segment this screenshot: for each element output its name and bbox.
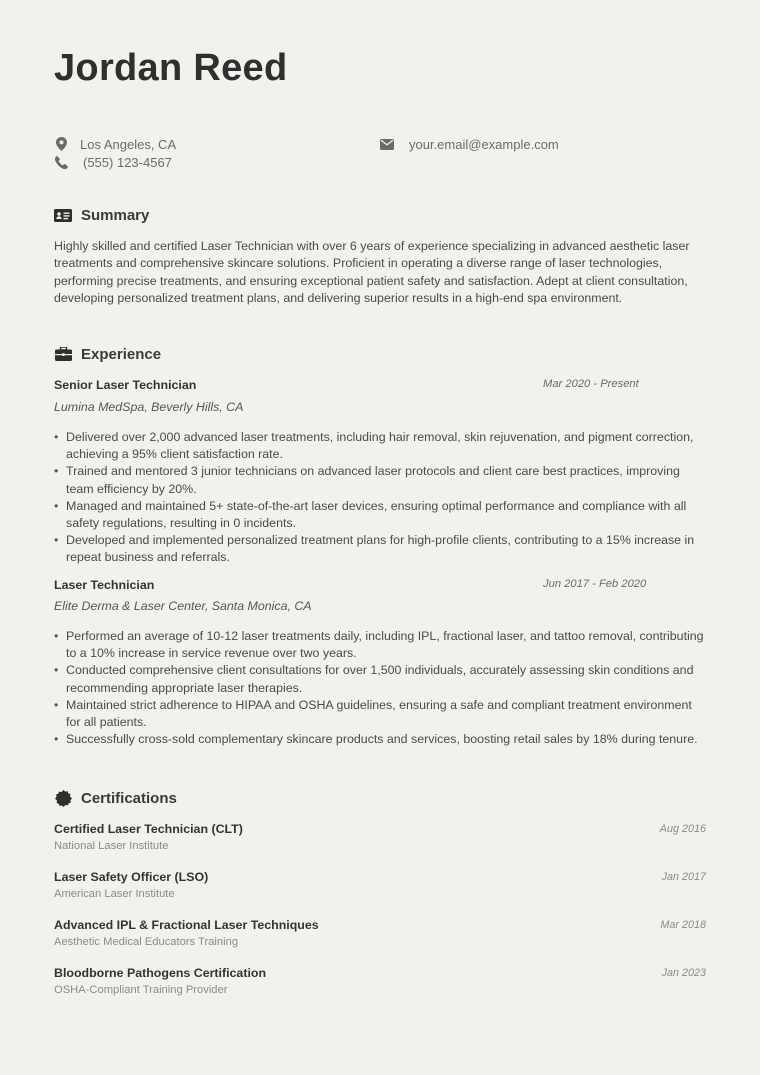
certifications-heading-text: Certifications: [81, 789, 177, 807]
cert-issuer: Aesthetic Medical Educators Training: [54, 936, 239, 948]
experience-heading: [54, 344, 161, 364]
cert-name: Bloodborne Pathogens Certification: [54, 966, 267, 980]
list-item: • Trained and mentored 3 junior technicians on advanced laser protocols and client care best practices, improving team efficiency by 20%.: [54, 463, 706, 497]
job-bullets: [54, 628, 706, 748]
cert-issuer: OSHA-Compliant Training Provider: [54, 984, 228, 996]
cert-name: Certified Laser Technician (CLT): [54, 822, 243, 836]
list-item: • Managed and maintained 5+ state-of-the-art laser devices, ensuring optimal performance and compliance with all safety regulations, resulting in 0 incidents.: [54, 498, 706, 532]
contact-phone: [54, 153, 172, 171]
job-dates: Mar 2020 - Present: [543, 378, 639, 390]
envelope-icon: [380, 137, 394, 151]
summary-heading-text: Summary: [81, 206, 150, 224]
cert-name: Advanced IPL & Fractional Laser Techniques: [54, 918, 319, 932]
list-item: • Maintained strict adherence to HIPAA and OSHA guidelines, ensuring a safe and compliant treatment environment for all patients.: [54, 697, 706, 731]
map-pin-icon: [54, 137, 68, 151]
cert-name: Laser Safety Officer (LSO): [54, 870, 209, 884]
experience-heading-text: Experience: [81, 345, 162, 363]
list-item: • Conducted comprehensive client consultations for over 1,500 individuals, accurately assessing skin conditions and recommending appropriate laser therapies.: [54, 662, 706, 696]
cert-date: Jan 2023: [661, 967, 706, 979]
cert-date: Mar 2018: [660, 919, 706, 931]
email-text[interactable]: your.email@example.com: [409, 136, 559, 152]
summary-heading: [54, 205, 149, 225]
location-text: Los Angeles, CA: [80, 136, 177, 152]
job-title: Senior Laser Technician: [54, 378, 197, 392]
list-item: • Delivered over 2,000 advanced laser treatments, including hair removal, skin rejuvenation, and pigment correction, achieving a 95% client satisfaction rate.: [54, 429, 706, 463]
contact-location: [54, 135, 176, 153]
cert-issuer: American Laser Institute: [54, 888, 175, 900]
list-item: • Performed an average of 10-12 laser treatments daily, including IPL, fractional laser, and tattoo removal, contributing to a 10% increase in service revenue over two years.: [54, 628, 706, 662]
job-company: Elite Derma & Laser Center, Santa Monica, CA: [54, 599, 312, 613]
list-item: • Successfully cross-sold complementary skincare products and services, boosting retail sales by 18% during tenure.: [54, 731, 706, 748]
job-title: Laser Technician: [54, 578, 155, 592]
badge-icon: [54, 789, 72, 807]
job-dates: Jun 2017 - Feb 2020: [543, 578, 647, 590]
phone-text: (555) 123-4567: [83, 154, 172, 170]
briefcase-icon: [54, 345, 72, 363]
job-company: Lumina MedSpa, Beverly Hills, CA: [54, 400, 244, 414]
contact-email[interactable]: [380, 135, 559, 153]
job-bullets: [54, 429, 706, 567]
candidate-name: Jordan Reed: [54, 47, 288, 89]
phone-icon: [54, 155, 68, 169]
id-card-icon: [54, 206, 72, 224]
summary-text: Highly skilled and certified Laser Technician with over 6 years of experience specializing in advanced aesthetic laser treatments and comprehensive skincare solutions. Proficient in operating a diverse range of laser technologies, performing precise treatments, and ensuring exceptional patient safety and satisfaction. Adept at client consultation, developing personalized treatment plans, and delivering superior results in a high-end spa environment.: [54, 239, 690, 305]
cert-date: Jan 2017: [661, 871, 706, 883]
cert-date: Aug 2016: [659, 823, 706, 835]
certifications-heading: [54, 788, 177, 808]
list-item: • Developed and implemented personalized treatment plans for high-profile clients, contributing to a 15% increase in repeat business and referrals.: [54, 532, 706, 566]
cert-issuer: National Laser Institute: [54, 840, 169, 852]
